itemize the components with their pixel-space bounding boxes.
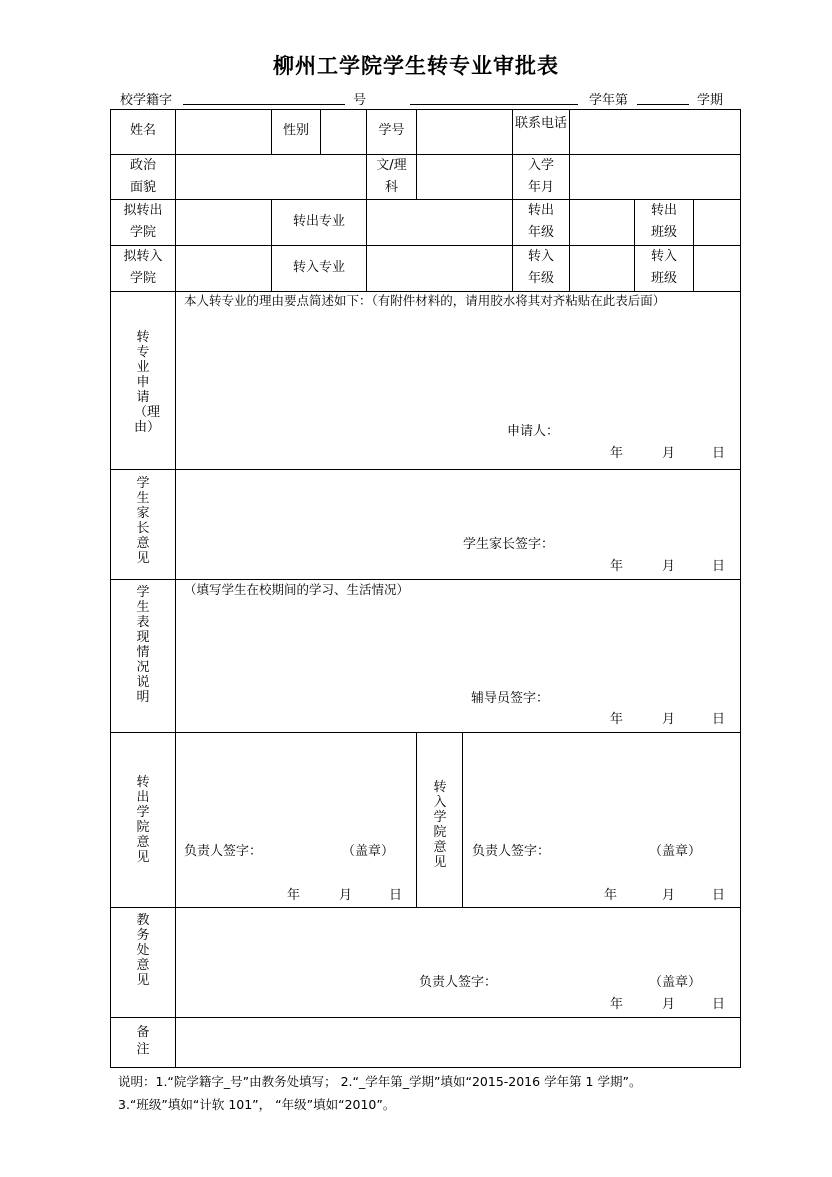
apply-hint: 本人转专业的理由要点简述如下：（有附件材料的，请用胶水将其对齐粘贴在此表后面） (184, 293, 666, 308)
phone-label: 联系电话 (514, 116, 567, 131)
phone-field[interactable] (570, 110, 740, 154)
parent-sign-label: 学生家长签字： (463, 537, 555, 552)
name-field[interactable] (176, 110, 271, 154)
out-opinion-label: 转出学院意见 (136, 775, 150, 865)
out-seal-label: （盖章） (342, 844, 395, 859)
performance-hint: （填写学生在校期间的学习、生活情况） (184, 582, 410, 597)
in-class-field[interactable] (694, 246, 740, 291)
out-college-field[interactable] (176, 200, 271, 245)
parent-section-label: 学生家长意见 (136, 476, 150, 566)
in-date-year: 年 (604, 888, 618, 903)
out-date-month: 月 (339, 888, 353, 903)
remark-label: 备注 (136, 1025, 150, 1057)
student-no-label: 学号 (378, 123, 405, 138)
number-label: 号 (353, 93, 367, 108)
parent-date-month: 月 (662, 559, 676, 574)
remark-field[interactable] (178, 1020, 736, 1064)
out-grade-label: 转出年级 (528, 203, 555, 240)
academic-year-label: 学年第 (589, 93, 629, 108)
in-college-field[interactable] (176, 246, 271, 291)
perf-date-year: 年 (610, 712, 624, 727)
out-grade-field[interactable] (570, 200, 634, 245)
counselor-sign-label: 辅导员签字： (471, 691, 550, 706)
parent-date-year: 年 (610, 559, 624, 574)
in-college-label: 拟转入学院 (123, 249, 163, 286)
perf-date-day: 日 (712, 712, 726, 727)
out-major-field[interactable] (367, 200, 512, 245)
out-opinion-field[interactable] (178, 736, 412, 836)
in-date-month: 月 (662, 888, 676, 903)
academic-year-field[interactable] (410, 88, 578, 105)
school-reg-field[interactable] (183, 88, 345, 105)
parent-date-day: 日 (712, 559, 726, 574)
academic-opinion-field[interactable] (178, 911, 736, 969)
out-college-label: 拟转出学院 (123, 203, 163, 240)
perf-date-month: 月 (662, 712, 676, 727)
out-major-label: 转出专业 (292, 214, 345, 229)
school-reg-label: 校学籍字 (120, 93, 173, 108)
in-opinion-label: 转入学院意见 (433, 780, 447, 870)
wenli-label: 文/理科 (376, 158, 407, 195)
in-leader-sign-label: 负责人签字： (472, 844, 551, 859)
enroll-field[interactable] (570, 155, 740, 199)
name-label: 姓名 (129, 123, 156, 138)
enroll-label: 入学年月 (528, 158, 555, 195)
out-class-label: 转出班级 (651, 203, 678, 240)
gender-field[interactable] (321, 110, 366, 154)
apply-date-day: 日 (712, 446, 726, 461)
term-field[interactable] (637, 88, 689, 105)
out-date-year: 年 (287, 888, 301, 903)
academic-date-day: 日 (712, 997, 726, 1012)
academic-affairs-label: 教务处意见 (136, 913, 150, 988)
out-class-field[interactable] (694, 200, 740, 245)
note-line-1: 说明：1.“院学籍字_号”由教务处填写； 2.“_学年第_学期”填如“2015-2016 学年第 1 学期”。 (118, 1074, 642, 1089)
out-date-day: 日 (389, 888, 403, 903)
in-opinion-field[interactable] (466, 736, 736, 836)
apply-section-label: 转专业申请（理由） (134, 330, 161, 435)
academic-leader-sign-label: 负责人签字： (419, 975, 498, 990)
apply-date-month: 月 (662, 446, 676, 461)
academic-date-year: 年 (610, 997, 624, 1012)
out-leader-sign-label: 负责人签字： (184, 844, 263, 859)
in-date-day: 日 (712, 888, 726, 903)
in-grade-field[interactable] (570, 246, 634, 291)
performance-field[interactable] (178, 603, 736, 685)
parent-opinion-field[interactable] (178, 473, 736, 533)
student-no-field[interactable] (417, 110, 512, 154)
politics-field[interactable] (176, 155, 366, 199)
wenli-field[interactable] (417, 155, 512, 199)
in-seal-label: （盖章） (649, 844, 702, 859)
apply-date-year: 年 (610, 446, 624, 461)
academic-seal-label: （盖章） (649, 975, 702, 990)
note-line-2: 3.“班级”填如“计软 101”， “年级”填如“2010”。 (118, 1097, 396, 1112)
term-label: 学期 (697, 93, 724, 108)
in-major-label: 转入专业 (292, 260, 345, 275)
gender-label: 性别 (282, 123, 309, 138)
page-title: 柳州工学院学生转专业审批表 (273, 54, 559, 78)
applicant-sign-label: 申请人： (507, 424, 560, 439)
in-major-field[interactable] (367, 246, 512, 291)
in-grade-label: 转入年级 (528, 249, 555, 286)
in-class-label: 转入班级 (651, 249, 678, 286)
apply-reason-field[interactable] (178, 315, 736, 420)
politics-label: 政治面貌 (129, 158, 156, 195)
academic-date-month: 月 (662, 997, 676, 1012)
performance-section-label: 学生表现情况说明 (136, 585, 150, 705)
